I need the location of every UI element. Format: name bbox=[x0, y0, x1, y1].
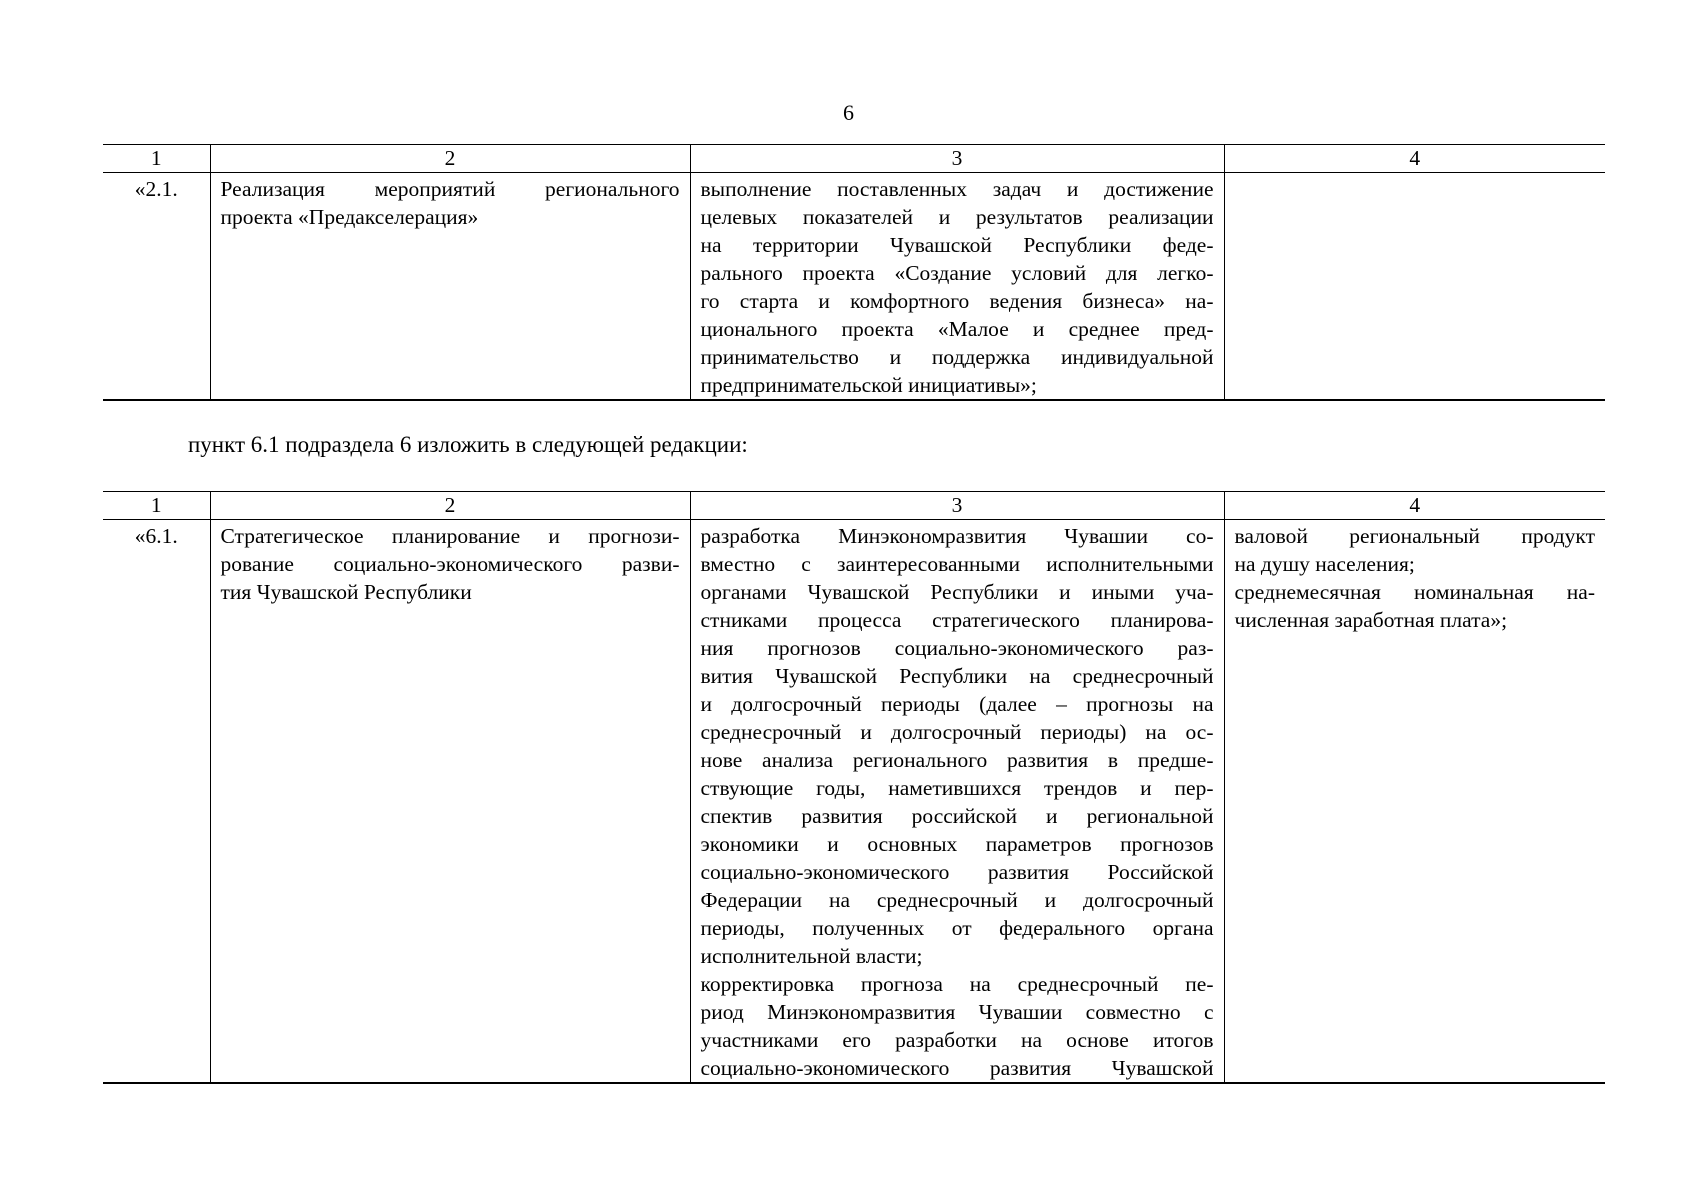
header-cell-1: 1 bbox=[103, 145, 210, 173]
text-line: выполнение поставленных задач и достижение bbox=[700, 177, 1214, 201]
header-cell-4: 4 bbox=[1224, 492, 1605, 520]
header-cell-3: 3 bbox=[690, 145, 1224, 173]
text-line: разработка Минэкономразвития Чувашии со- bbox=[700, 524, 1214, 548]
row-number: «6.1. bbox=[103, 520, 210, 1084]
table-header-row bbox=[103, 145, 1605, 173]
table-row bbox=[103, 173, 1605, 401]
text-line: валовой региональный продукт bbox=[1234, 524, 1595, 548]
text-line: нове анализа регионального развития в предше- bbox=[700, 748, 1214, 772]
text-line: тия Чувашской Республики bbox=[220, 580, 472, 604]
header-cell-4: 4 bbox=[1224, 145, 1605, 173]
text-line: экономики и основных параметров прогнозов bbox=[700, 832, 1214, 856]
text-line: Реализация мероприятий регионального bbox=[220, 177, 680, 201]
text-line: исполнительной власти; bbox=[700, 944, 923, 968]
row-number: «2.1. bbox=[103, 173, 210, 401]
text-line: Стратегическое планирование и прогнози- bbox=[220, 524, 680, 548]
header-cell-2: 2 bbox=[210, 145, 690, 173]
text-line: периоды, полученных от федерального органа bbox=[700, 916, 1214, 940]
text-line: социально-экономического развития Российской bbox=[700, 860, 1214, 884]
text-line: спектив развития российской и региональной bbox=[700, 804, 1214, 828]
text-line: корректировка прогноза на среднесрочный пе- bbox=[700, 972, 1214, 996]
event-name-cell bbox=[210, 520, 690, 1084]
text-line: социально-экономического развития Чувашской bbox=[700, 1056, 1214, 1080]
text-line: предпринимательской инициативы»; bbox=[700, 373, 1037, 397]
event-name-cell bbox=[210, 173, 690, 401]
amendment-instruction: пункт 6.1 подраздела 6 изложить в следующей редакции: bbox=[188, 432, 748, 457]
text-line: принимательство и поддержка индивидуальной bbox=[700, 345, 1214, 369]
text-line: органами Чувашской Республики и иными уча- bbox=[700, 580, 1214, 604]
description-cell bbox=[690, 173, 1224, 401]
text-line: на душу населения; bbox=[1234, 552, 1415, 576]
text-line: проекта «Предакселерация» bbox=[220, 205, 479, 229]
description-cell bbox=[690, 520, 1224, 1084]
header-cell-2: 2 bbox=[210, 492, 690, 520]
text-line: ния прогнозов социально-экономического раз- bbox=[700, 636, 1214, 660]
amendment-table-6-1 bbox=[103, 491, 1605, 1084]
text-line: ствующие годы, наметившихся трендов и пер- bbox=[700, 776, 1214, 800]
indicator-cell bbox=[1224, 520, 1605, 1084]
page-number: 6 bbox=[843, 100, 854, 125]
table-row bbox=[103, 520, 1605, 1084]
text-line: го старта и комфортного ведения бизнеса» на- bbox=[700, 289, 1214, 313]
text-line: вместно с заинтересованными исполнительными bbox=[700, 552, 1214, 576]
text-line: рование социально-экономического разви- bbox=[220, 552, 680, 576]
text-line: участниками его разработки на основе итогов bbox=[700, 1028, 1214, 1052]
amendment-table-2-1 bbox=[103, 144, 1605, 401]
indicator-cell bbox=[1224, 173, 1605, 401]
text-line: и долгосрочный периоды (далее – прогнозы на bbox=[700, 692, 1214, 716]
text-line: риод Минэкономразвития Чувашии совместно с bbox=[700, 1000, 1214, 1024]
text-line: рального проекта «Создание условий для легко- bbox=[700, 261, 1214, 285]
text-line: Федерации на среднесрочный и долгосрочный bbox=[700, 888, 1214, 912]
text-line: вития Чувашской Республики на среднесрочный bbox=[700, 664, 1214, 688]
text-line: среднемесячная номинальная на- bbox=[1234, 580, 1595, 604]
text-line: ционального проекта «Малое и среднее пред- bbox=[700, 317, 1214, 341]
header-cell-1: 1 bbox=[103, 492, 210, 520]
header-cell-3: 3 bbox=[690, 492, 1224, 520]
text-line: целевых показателей и результатов реализации bbox=[700, 205, 1214, 229]
text-line: среднесрочный и долгосрочный периоды) на ос- bbox=[700, 720, 1214, 744]
table-header-row bbox=[103, 492, 1605, 520]
text-line: численная заработная плата»; bbox=[1234, 608, 1508, 632]
text-line: на территории Чувашской Республики феде- bbox=[700, 233, 1214, 257]
text-line: стниками процесса стратегического планирова- bbox=[700, 608, 1214, 632]
